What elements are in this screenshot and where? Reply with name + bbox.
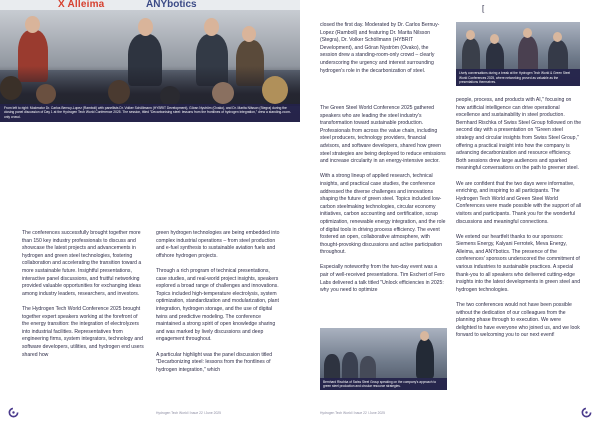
photo-figure	[416, 338, 434, 378]
speaker-photo-caption: Bernhard Rischka of Swiss Steel Group speaking on the company's approach to green steel production and circular resource strategies.	[320, 378, 447, 390]
audience-head	[262, 76, 288, 104]
paragraph: With a strong lineup of applied research, technical insights, and practical case studies, the conference addressed the diverse challenges and innovations shaping the future of green steel. Topics included low-carbon steelmaking technologies, circular economy initiatives, carbon accounting and certification, scrap optimization, renewable energy integration, and the role of digital tools in driving process efficiency. The event fostered an open, collaborative atmosphere, with thought-provoking discussions and active participation throughout.	[320, 173, 446, 256]
photo-figure	[324, 354, 340, 380]
right-column-1	[320, 105, 447, 295]
left-page-footer: Hydrogen Tech World I Issue 22 I June 2025	[156, 411, 221, 415]
paragraph: We extend our heartfelt thanks to our sponsors: Siemens Energy, Kalyani Ferrotek, Meva Energy, Alleima, and ANYbotics. The presence of the conferences' sponsors underscored the commitment of various industries to sustainable practices. A special thank-you to all speakers who delivered cutting-edge insights into the latest developments in green steel and hydrogen technologies.	[456, 233, 581, 293]
paragraph: The two conferences would not have been possible without the dedication of our colleagues from the planning phase through to execution. We were delighted to have everyone who joined us, and we look forward to welcoming you to our next event!	[456, 302, 580, 339]
paragraph: green hydrogen technologies are being embedded into complex industrial operations – from steel production and e-fuel synthesis to sustainable aviation fuels and offshore hydrogen projects.	[156, 230, 280, 259]
photo-figure	[518, 36, 538, 74]
publication-logo-icon	[581, 407, 592, 418]
paragraph: A particular highlight was the panel discussion titled "Decarbonizing steel: lessons from the frontlines of hydrogen integration," which	[156, 351, 273, 373]
networking-photo	[456, 22, 580, 86]
audience-head	[212, 82, 234, 104]
paragraph: The Hydrogen Tech World Conference 2025 brought together expert speakers working at the forefront of the energy transition: the integration of electrolyzers into industrial facilities. Representatives from engineering firms, system integrators, technology and software developers, utilities, and hydrogen end users shared how	[22, 305, 144, 358]
audience-head	[36, 84, 56, 104]
right-page-footer: Hydrogen Tech World I Issue 22 I June 2025	[320, 411, 385, 415]
photo-head	[466, 30, 475, 40]
banner-logo-alleima: X Alleima	[58, 0, 105, 10]
hero-banner	[0, 0, 300, 10]
panellist-head	[242, 26, 256, 42]
right-column-1-top	[320, 22, 447, 75]
paragraph: people, process, and products with AI," focusing on how artificial intelligence can drive operational excellence and sustainability in steel production. Bernhard Rischka of Swiss Steel Group followed on the second day with a presentation on "Green steel strategy and circular insights from Swiss Steel Group," offering a practical insight into how the company is advancing decarbonization and resource efficiency. Both sessions drew large audiences and sparked meaningful conversations on the path to greener steel.	[456, 97, 582, 172]
panellist-head	[138, 18, 153, 36]
page-marker: [	[482, 4, 485, 13]
right-page	[300, 0, 600, 424]
panellist-head	[25, 16, 40, 33]
photo-head	[490, 34, 499, 44]
right-column-2	[456, 97, 582, 340]
hero-caption: From left to right: Moderator Dr. Carlos Bernuy-Lopez (Ramboll) with panellists Dr. Volker Schöllmann (HYBRIT Development), Göran Nyström (Ovako), and Dr. Marita Nilsson (Stegra) during the closing panel discussion of Day 1 at the Hydrogen Tech World Conference 2025. The session, titled "Decarbonising steel: lessons from the frontlines of hydrogen integration," drew a standing-room-only crowd.	[0, 104, 300, 122]
photo-head	[523, 28, 532, 38]
networking-photo-caption: Lively conversations during a break at the Hydrogen Tech World & Green Steel World Conferences 2025, where networking proved as valuable as the presentations themselves.	[456, 69, 580, 86]
paragraph: We are confident that the two days were informative, enriching, and inspiring to all participants. The Hydrogen Tech World and Green Steel World Conferences were made possible with the support of all visitors and participants. Thank you for the wonderful discussions and meaningful connections.	[456, 180, 582, 225]
speaker-photo	[320, 328, 447, 390]
paragraph: The Green Steel World Conference 2025 gathered speakers who are leading the steel industry's transformation toward sustainable production. Professionals from across the value chain, including steel producers, technology providers, financial advisors, and software developers, shared how green steel strategies are being deployed to reduce emissions and increase circularity in an energy-intensive sector.	[320, 105, 446, 165]
audience-head	[0, 76, 22, 100]
audience-head	[108, 80, 130, 104]
paragraph: Especially noteworthy from the two-day event was a pair of well-received presentations. Tim Eschert of Fero Labs delivered a talk titled "Unlock efficiencies in 2025: why you need to optimize	[320, 264, 445, 294]
photo-figure	[342, 352, 358, 380]
hero-photo	[0, 0, 300, 122]
photo-head	[420, 331, 429, 341]
audience-head	[160, 86, 180, 106]
paragraph: closed the first day. Moderated by Dr. Carlos Bernuy-Lopez (Ramboll) and featuring Dr. Marita Nilsson (Stegra), Dr. Volker Schöllmann (HYBRIT Development), and Göran Nyström (Ovako), the session drew a standing-room-only crowd – clearly underscoring the urgency and interest surrounding hydrogen's role in the decarbonization of steel.	[320, 22, 440, 74]
publication-logo-icon	[8, 407, 19, 418]
paragraph: The conferences successfully brought together more than 150 key industry professionals to discuss and showcase the latest projects and advancements in hydrogen and green steel technologies, fostering collaboration and accelerating the transition toward a more sustainable future. Insightful presentations, interactive panel discussions, and fruitful networking provided valuable opportunities for exchanging ideas among industry leaders, researchers, and investors.	[22, 230, 142, 297]
paragraph: Through a rich program of technical presentations, case studies, and real-world project insights, speakers explored a broad range of challenges and innovations. Topics included high-temperature electrolysis, system optimization, standardization and modularization, plant integration, hydrogen storage, and the use of digital twins and predictive modeling. The conference maintained a strong spirit of open knowledge sharing and was marked by lively discussions and deep engagement throughout.	[156, 267, 279, 343]
left-column-2	[156, 230, 280, 374]
left-column-1	[22, 230, 146, 359]
photo-head	[553, 32, 562, 42]
photo-figure	[360, 356, 376, 380]
banner-logo-anybotics: ANYbotics	[146, 0, 197, 10]
panellist-head	[204, 18, 219, 36]
